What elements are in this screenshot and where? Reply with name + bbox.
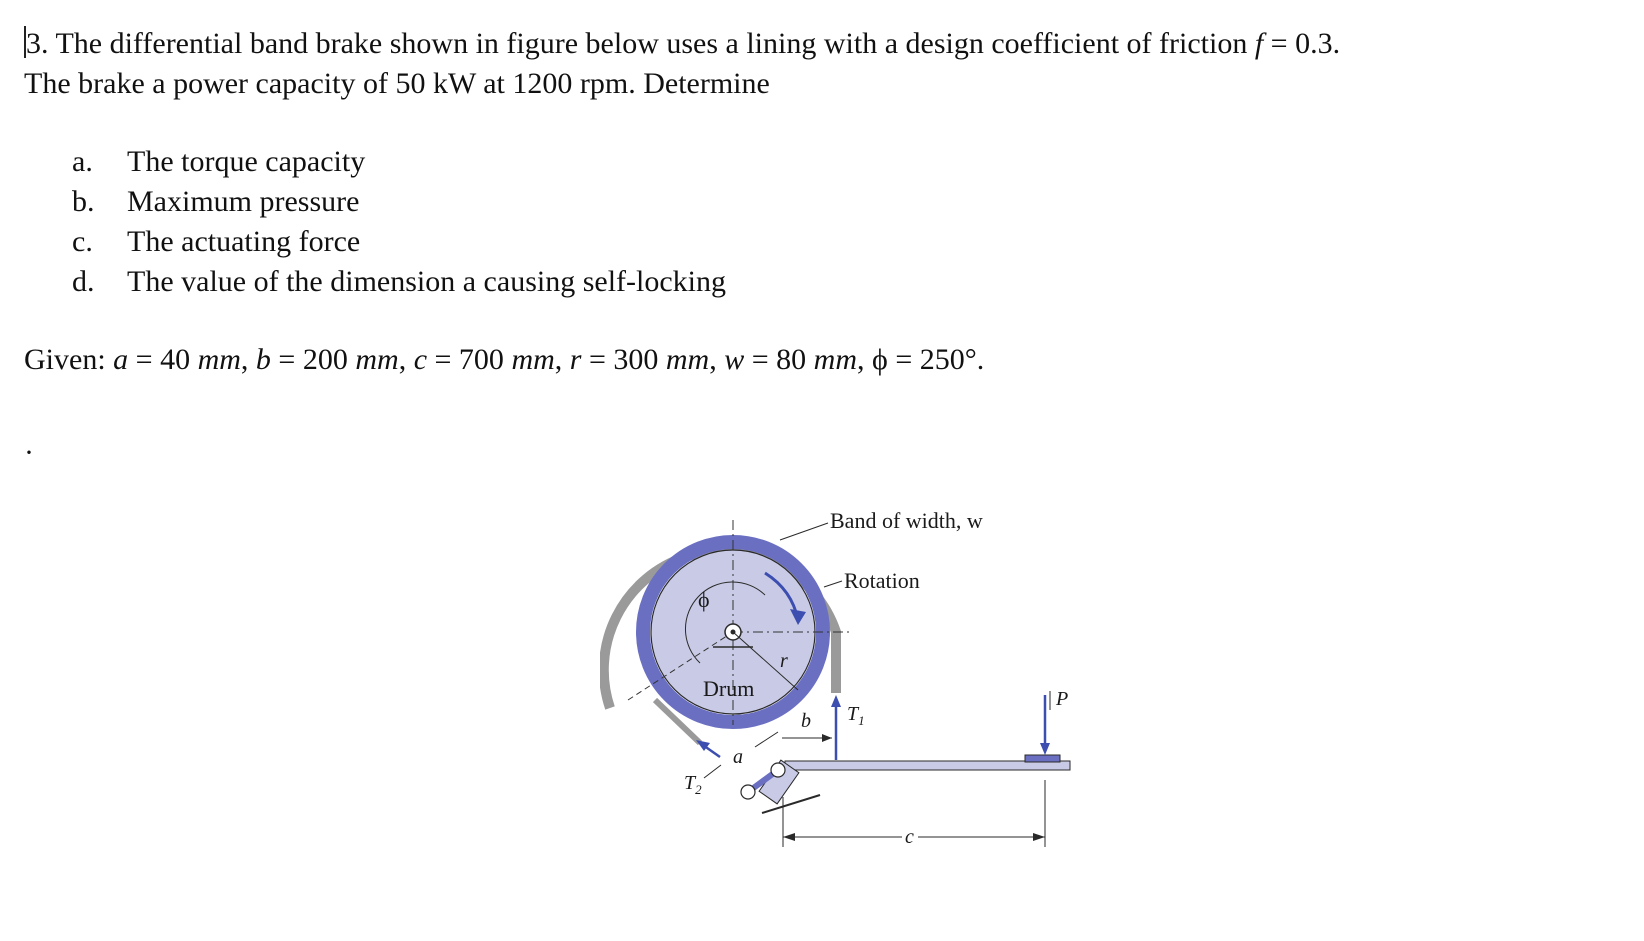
problem-text: . The differential band brake shown in figure below uses a lining with a design coefficient of friction: [41, 27, 1255, 60]
t1-label: $T_1$: [847, 703, 865, 728]
band-leader: [780, 523, 828, 540]
phi-label: ϕ: [698, 587, 710, 612]
load-pad: [1025, 755, 1060, 762]
link-pin: [741, 785, 755, 799]
friction-value: = 0.3.: [1263, 27, 1341, 60]
band-label: Band of width, w: [830, 508, 983, 533]
list-item: d. The value of the dimension a causing self-locking: [72, 265, 726, 298]
a-dimension: [755, 732, 778, 747]
task-list: [72, 142, 726, 302]
band-brake-figure: [600, 495, 1080, 865]
r-label: r: [780, 650, 788, 672]
t2-label: $T_2$: [684, 772, 702, 797]
given-values: Given: a = 40 mm, b = 200 mm, c = 700 mm, r = 300 mm, w = 80 mm, ϕ = 250°.: [24, 343, 985, 376]
rotation-leader: [824, 581, 842, 587]
rotation-label: Rotation: [844, 568, 920, 593]
b-label: b: [801, 710, 811, 732]
problem-number: 3: [26, 27, 41, 60]
friction-symbol: f: [1254, 27, 1264, 60]
c-label: c: [905, 826, 914, 848]
list-item: b. Maximum pressure: [72, 185, 360, 218]
a-label: a: [733, 746, 743, 768]
crank-pin: [771, 763, 785, 777]
drum-label: Drum: [703, 676, 755, 701]
problem-statement-line1: [24, 24, 1340, 64]
problem-statement-line2: The brake a power capacity of 50 kW at 1200 rpm. Determine: [24, 67, 770, 100]
p-label: P: [1056, 688, 1069, 710]
list-item: a. The torque capacity: [72, 145, 366, 178]
stray-dot: ·: [24, 436, 34, 469]
list-item: c. The actuating force: [72, 225, 361, 258]
